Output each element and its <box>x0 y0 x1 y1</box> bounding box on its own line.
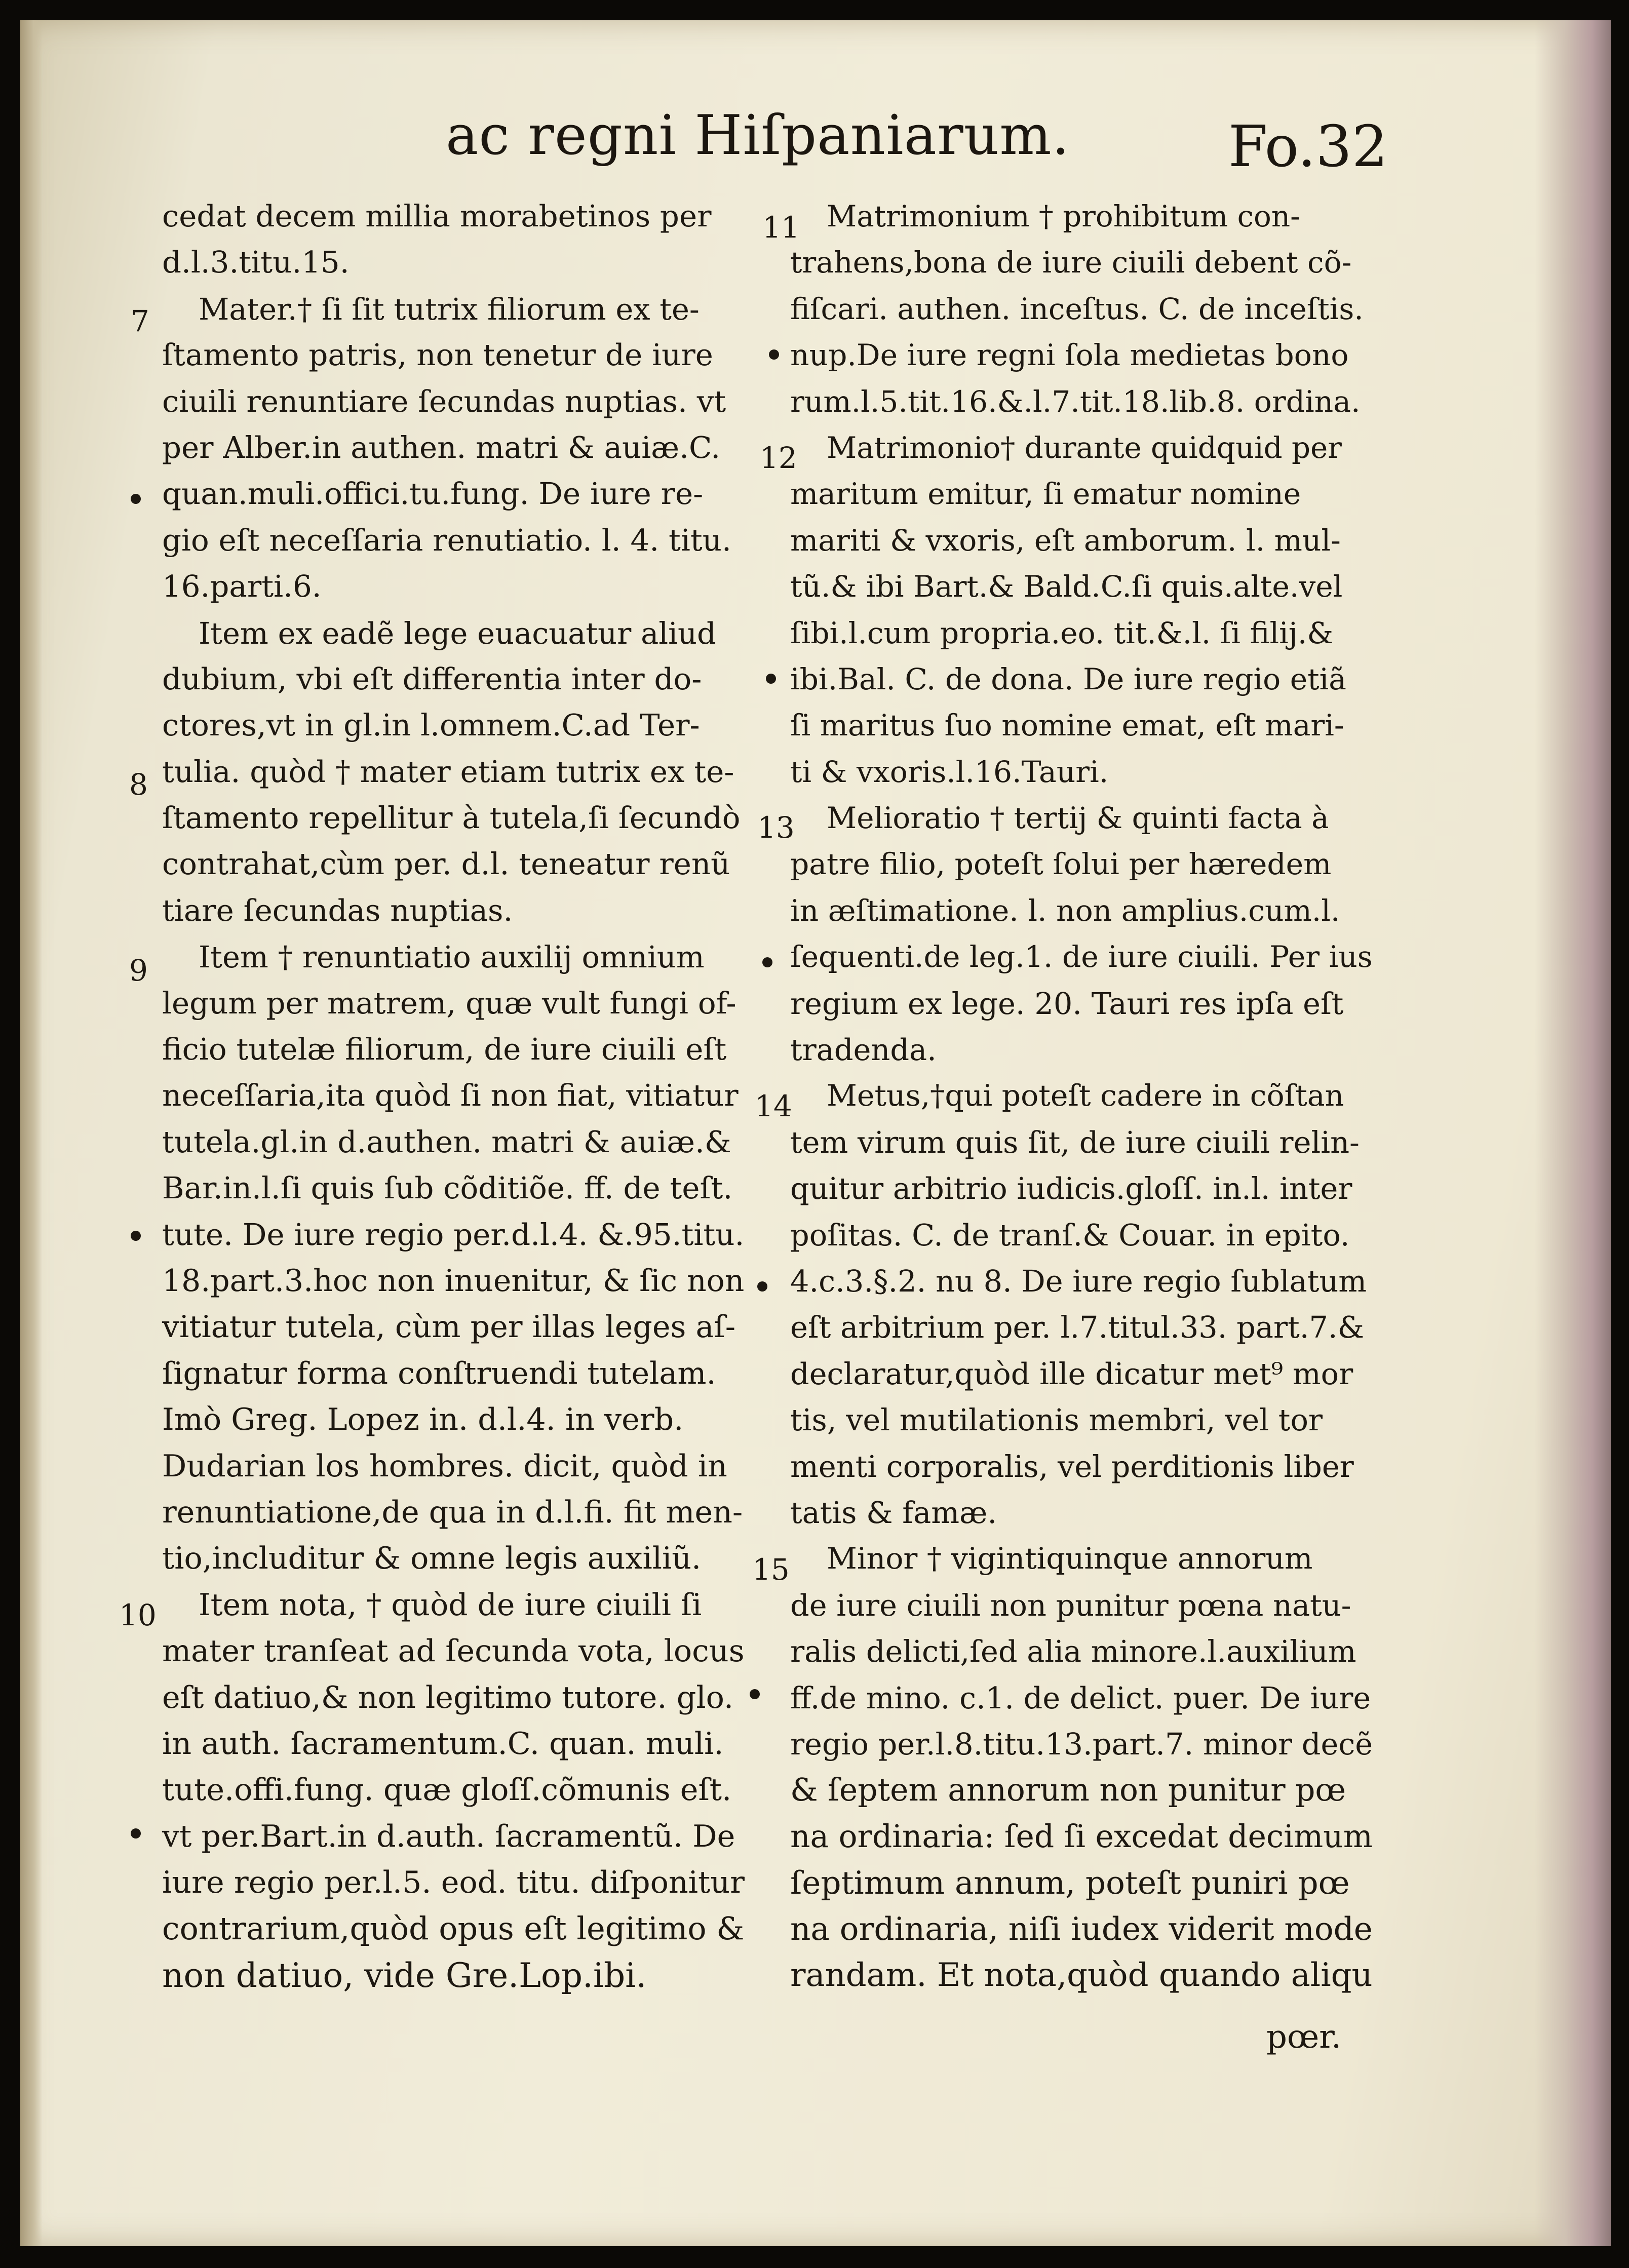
margin-bullet <box>131 1828 141 1839</box>
text-line: Matrimonium † prohibitum con- <box>827 199 1300 233</box>
text-line: Item nota, † quòd de iure ciuili ſi <box>199 1587 702 1623</box>
text-line: regio per.l.8.titu.13.part.7. minor decẽ <box>790 1726 1373 1762</box>
text-line: non datiuo, vide Gre.Lop.ibi. <box>162 1956 647 1995</box>
text-line: Melioratio † tertij & quinti facta à <box>827 801 1329 836</box>
text-line: ciuili renuntiare ſecundas nuptias. vt <box>162 384 726 419</box>
margin-number: 13 <box>757 810 795 845</box>
text-line: tem virum quis ſit, de iure ciuili relin- <box>790 1124 1360 1160</box>
margin-number: 15 <box>752 1552 790 1587</box>
text-line: cedat decem millia morabetinos per <box>162 199 712 234</box>
text-line: ctores,vt in gl.in l.omnem.C.ad Ter- <box>162 708 700 744</box>
text-line: patre filio, poteſt ſolui per hæredem <box>790 847 1332 882</box>
text-line: tatis & famæ. <box>790 1495 997 1530</box>
text-line: d.l.3.titu.15. <box>162 245 350 281</box>
text-line: declaratur,quòd ille dicatur met⁹ mor <box>790 1356 1353 1391</box>
text-line: 16.parti.6. <box>162 569 322 605</box>
text-line: Imò Greg. Lopez in. d.l.4. in verb. <box>162 1402 684 1438</box>
text-line: ſibi.l.cum propria.eo. tit.&.l. ſi filij.& <box>790 615 1334 650</box>
text-line: Bar.in.l.ſi quis ſub cõditiõe. ff. de teſt. <box>162 1171 733 1206</box>
margin-bullet <box>766 674 776 684</box>
left-text-column <box>162 193 745 1999</box>
text-line: vt per.Bart.in d.auth. ſacramentũ. De <box>162 1818 735 1854</box>
text-line: legum per matrem, quæ vult fungi of- <box>162 986 736 1021</box>
text-line: ff.de mino. c.1. de delict. puer. De iure <box>790 1680 1371 1715</box>
page-right-edge <box>1535 20 1611 2246</box>
text-line: fiſcari. authen. inceſtus. C. de inceſtis. <box>790 291 1364 326</box>
text-line: contrahat,cùm per. d.l. teneatur renũ <box>162 847 730 882</box>
text-line: per Alber.in authen. matri & auiæ.C. <box>162 430 721 465</box>
text-line: tulia. quòd † mater etiam tutrix ex te- <box>162 754 734 790</box>
text-line: Item ex eadẽ lege euacuatur aliud <box>199 615 716 651</box>
text-line: ti & vxoris.l.16.Tauri. <box>790 754 1109 789</box>
text-line: tiare ſecundas nuptias. <box>162 893 513 928</box>
folio-number: Fo.32 <box>1228 114 1388 180</box>
text-line: na ordinaria: ſed ſi excedat decimum <box>790 1818 1373 1855</box>
margin-bullet <box>769 349 779 360</box>
text-line: quitur arbitrio iudicis.gloſſ. in.l. inter <box>790 1171 1352 1206</box>
text-line: in auth. ſacramentum.C. quan. muli. <box>162 1726 724 1762</box>
margin-number: 12 <box>760 441 797 475</box>
text-line: renuntiatione,de qua in d.l.fi. fit men- <box>162 1494 743 1530</box>
margin-bullet <box>131 1231 141 1241</box>
margin-bullet <box>750 1689 760 1699</box>
margin-number: 11 <box>762 210 800 245</box>
right-text-column <box>790 193 1373 1999</box>
text-line: vitiatur tutela, cùm per illas leges aſ- <box>162 1309 736 1345</box>
margin-number: 14 <box>755 1089 792 1123</box>
text-line: gio eſt neceſſaria renutiatio. l. 4. titu. <box>162 523 731 558</box>
running-header: ac regni Hiſpaniarum. <box>446 104 1070 167</box>
margin-number: 8 <box>129 767 148 802</box>
text-line: regium ex lege. 20. Tauri res ipſa eſt <box>790 986 1344 1021</box>
text-line: mater tranſeat ad ſecunda vota, locus <box>162 1633 745 1669</box>
text-line: & ſeptem annorum non punitur pœ <box>790 1772 1346 1809</box>
text-line: iure regio per.l.5. eod. titu. diſponitur <box>162 1865 745 1901</box>
text-line: eſt arbitrium per. l.7.titul.33. part.7.& <box>790 1310 1365 1345</box>
text-line: Matrimonio† durante quidquid per <box>827 430 1342 465</box>
text-line: poſitas. C. de tranſ.& Couar. in epito. <box>790 1217 1350 1253</box>
text-line: menti corporalis, vel perditionis liber <box>790 1449 1354 1484</box>
text-line: ficio tutelæ filiorum, de iure ciuili eſt <box>162 1032 727 1068</box>
text-line: contrarium,quòd opus eſt legitimo & <box>162 1910 745 1947</box>
page-left-shadow <box>20 20 43 2246</box>
text-line: Dudarian los hombres. dicit, quòd in <box>162 1448 727 1484</box>
margin-bullet <box>757 1281 767 1292</box>
text-line: ſtamento patris, non tenetur de iure <box>162 338 713 373</box>
text-line: randam. Et nota,quòd quando aliqu <box>790 1956 1373 1994</box>
margin-bullet <box>762 957 772 967</box>
text-line: tute.offi.fung. quæ gloſſ.cõmunis eſt. <box>162 1772 732 1808</box>
text-line: ibi.Bal. C. de dona. De iure regio etiã <box>790 661 1347 696</box>
text-line: mariti & vxoris, eſt amborum. l. mul- <box>790 523 1341 558</box>
text-line: 4.c.3.§.2. nu 8. De iure regio ſublatum <box>790 1263 1367 1299</box>
margin-bullet <box>131 494 141 504</box>
text-line: tũ.& ibi Bart.& Bald.C.ſi quis.alte.vel <box>790 569 1343 604</box>
margin-number: 9 <box>129 953 148 988</box>
text-line: Item † renuntiatio auxilij omnium <box>199 940 705 975</box>
text-line: eſt datiuo,& non legitimo tutore. glo. <box>162 1679 734 1715</box>
margin-number: 10 <box>119 1598 157 1632</box>
text-line: rum.l.5.tit.16.&.l.7.tit.18.lib.8. ordina. <box>790 384 1361 419</box>
text-line: tutela.gl.in d.authen. matri & auiæ.& <box>162 1124 731 1160</box>
text-line: neceſſaria,ita quòd ſi non fiat, vitiatur <box>162 1078 739 1114</box>
text-line: 18.part.3.hoc non inuenitur, & ſic non <box>162 1263 745 1299</box>
margin-number: 7 <box>131 304 149 338</box>
text-line: in æſtimatione. l. non amplius.cum.l. <box>790 893 1340 928</box>
text-line: Minor † vigintiquinque annorum <box>827 1541 1313 1576</box>
text-line: tis, vel mutilationis membri, vel tor <box>790 1402 1323 1438</box>
text-line: dubium, vbi eſt differentia inter do- <box>162 661 702 697</box>
text-line: ſequenti.de leg.1. de iure ciuili. Per ius <box>790 940 1373 974</box>
text-line: tio,includitur & omne legis auxiliũ. <box>162 1541 702 1577</box>
text-line: Mater.† ſi ſit tutrix filiorum ex te- <box>199 291 700 327</box>
text-line: de iure ciuili non punitur pœna natu- <box>790 1587 1351 1623</box>
text-line: ralis delicti,ſed alia minore.l.auxilium <box>790 1634 1356 1669</box>
text-line: Metus,†qui poteſt cadere in cõſtan <box>827 1078 1344 1113</box>
text-line: ſignatur forma conſtruendi tutelam. <box>162 1355 716 1391</box>
catchword: pœr. <box>1266 2018 1342 2056</box>
text-line: ſtamento repellitur à tutela,ſi ſecundò <box>162 801 741 836</box>
text-line: na ordinaria, niſi iudex viderit mode <box>790 1910 1373 1948</box>
text-line: ſeptimum annum, poteſt puniri pœ <box>790 1864 1350 1902</box>
text-line: quan.muli.offici.tu.fung. De iure re- <box>162 477 704 512</box>
text-line: trahens,bona de iure ciuili debent cõ- <box>790 245 1352 280</box>
text-line: tradenda. <box>790 1032 937 1068</box>
text-line: maritum emitur, ſi ematur nomine <box>790 477 1301 512</box>
text-line: nup.De iure regni ſola medietas bono <box>790 338 1349 373</box>
text-line: ſi maritus ſuo nomine emat, eſt mari- <box>790 708 1344 743</box>
text-line: tute. De iure regio per.d.l.4. &.95.titu. <box>162 1217 745 1253</box>
